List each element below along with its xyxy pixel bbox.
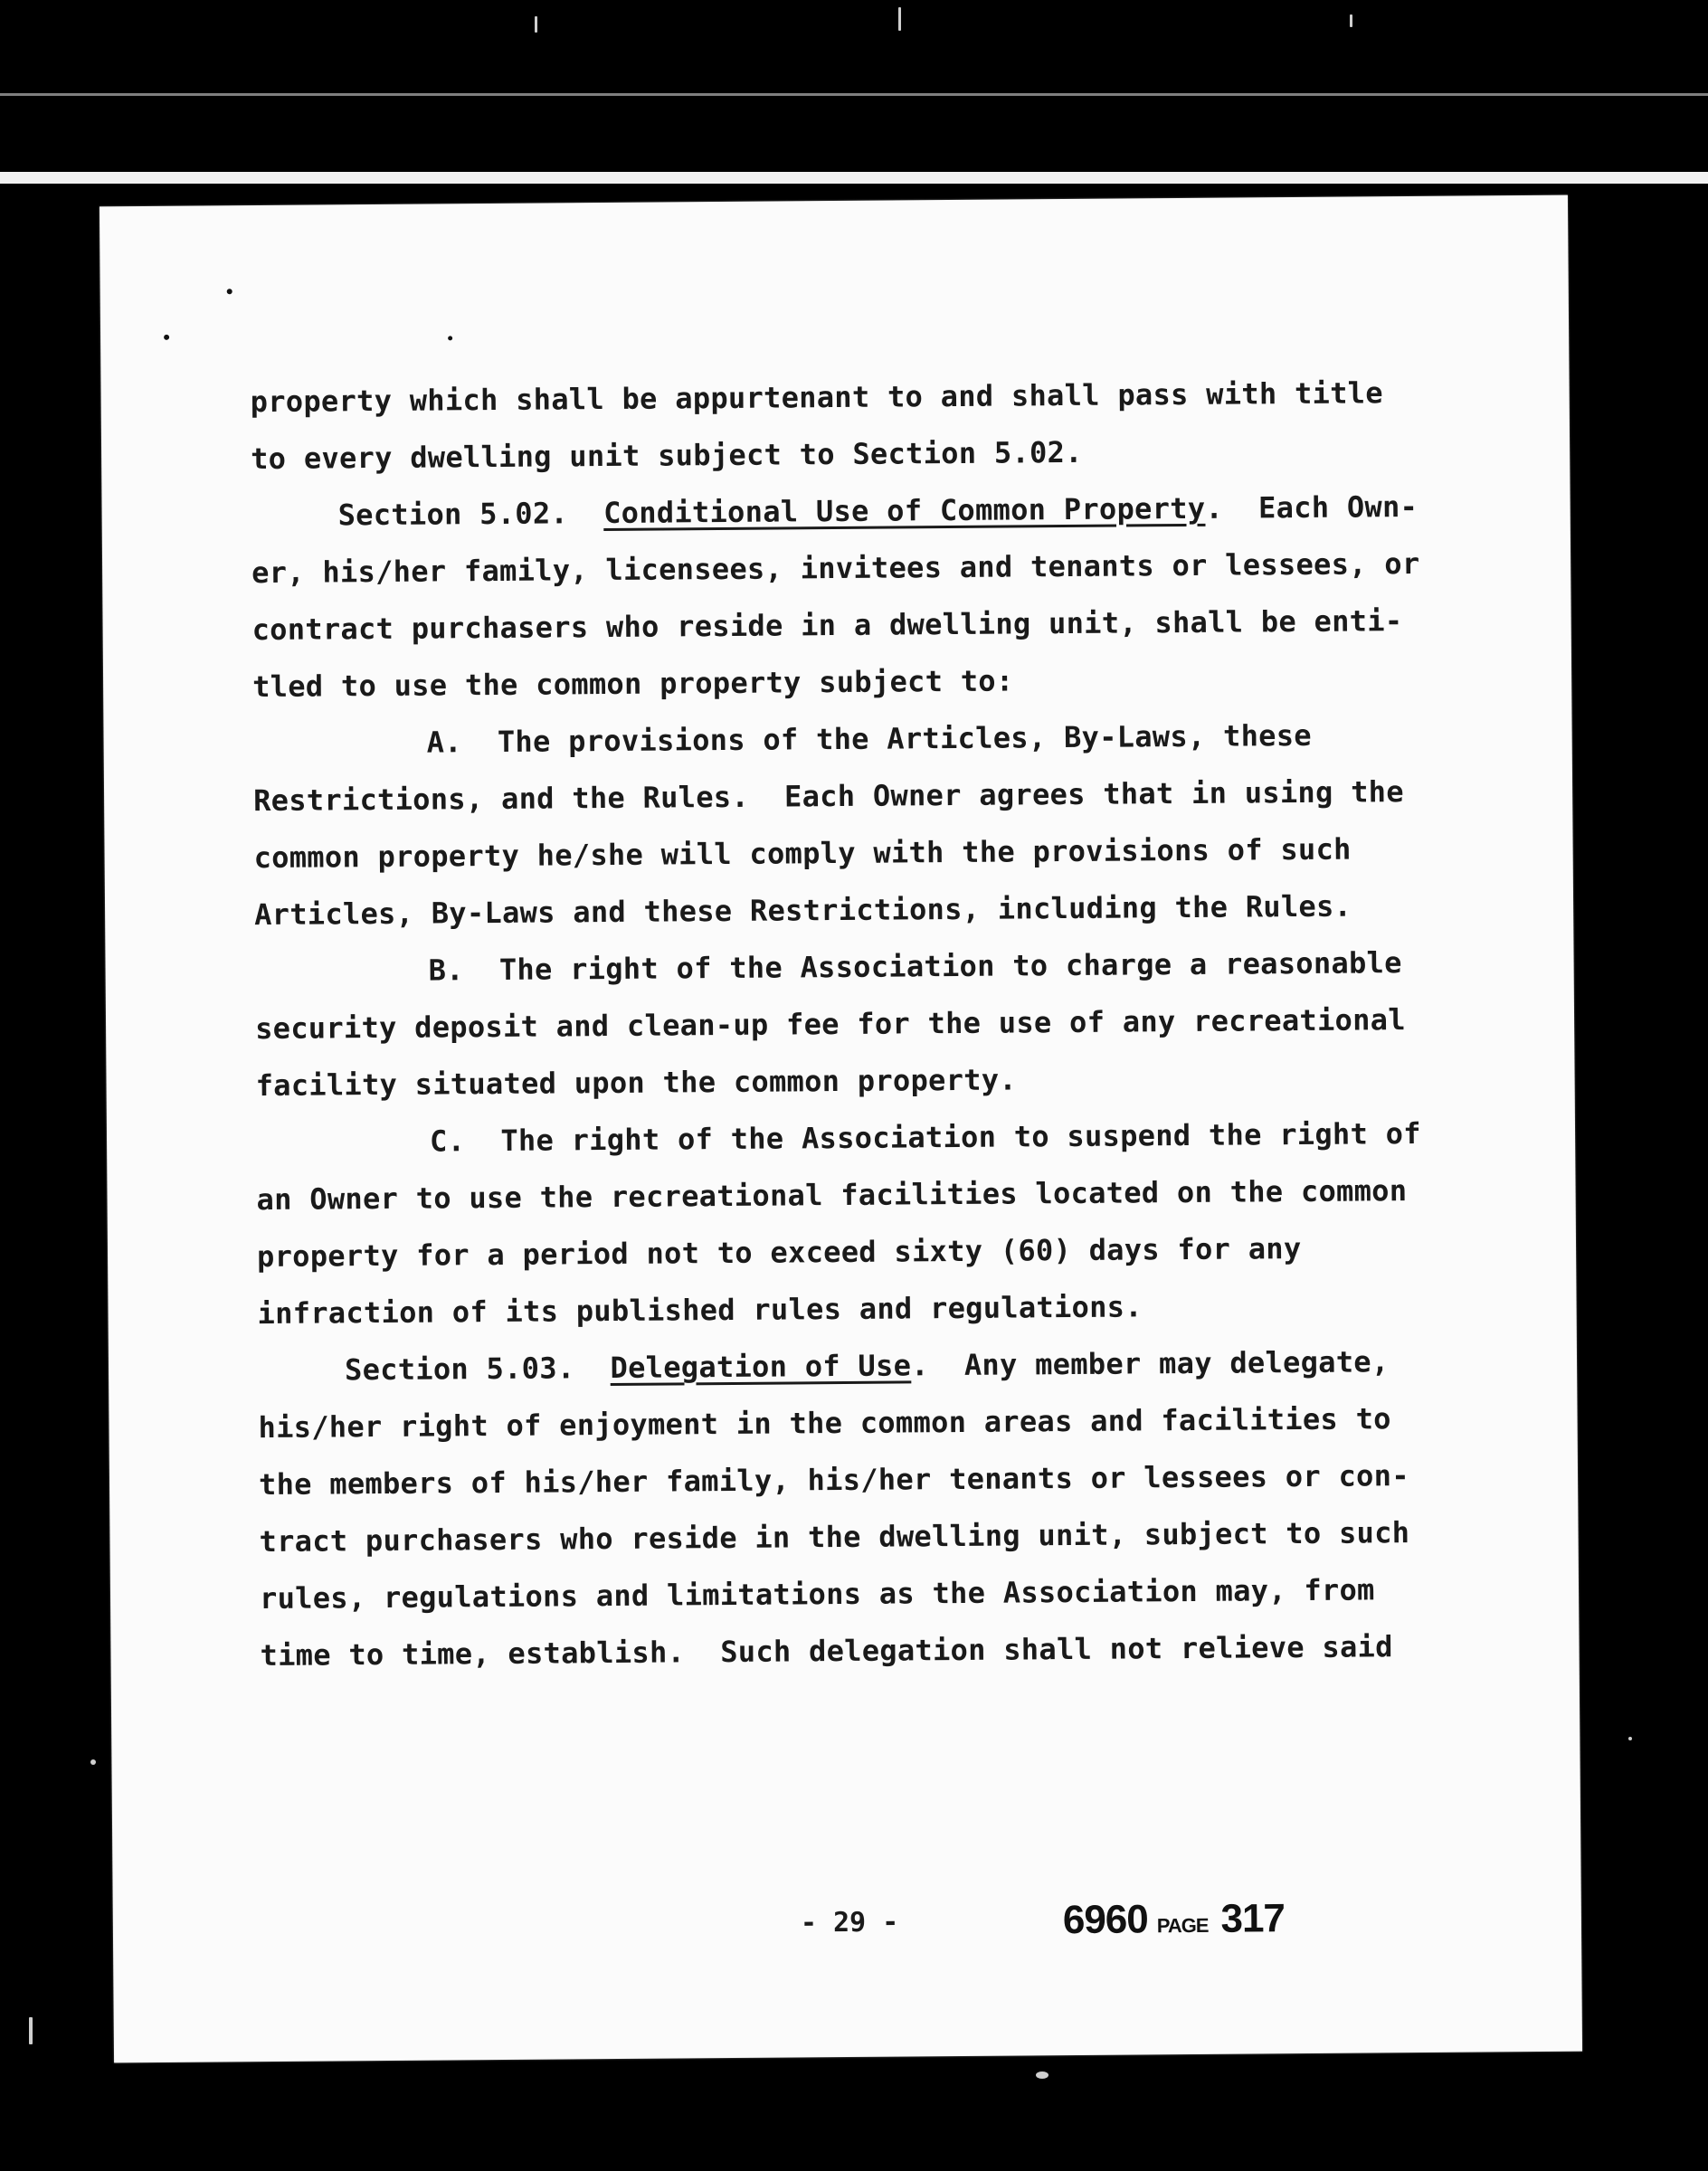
text-line: time to time, establish. Such delegation shall not relieve said xyxy=(260,1629,1393,1673)
scan-stripe xyxy=(0,172,1708,184)
paragraph-intro xyxy=(250,364,1535,488)
text-line: The right of the Association to charge a reasonable xyxy=(498,945,1402,987)
text-line: tract purchasers who reside in the dwelling unit, subject to such xyxy=(259,1515,1410,1560)
scan-dot xyxy=(227,289,232,294)
text-line: rules, regulations and limitations as the Association may, from xyxy=(259,1572,1375,1616)
book-page-stamp xyxy=(1063,1896,1285,1943)
scan-speck xyxy=(1350,14,1352,27)
page-word: PAGE xyxy=(1156,1913,1209,1938)
section-5-03 xyxy=(258,1332,1545,1684)
text-line: his/her right of enjoyment in the common areas and facilities to xyxy=(258,1401,1391,1446)
scan-speck xyxy=(90,1759,96,1765)
document-page xyxy=(100,195,1582,2063)
scan-speck xyxy=(1036,2071,1049,2079)
text-line: security deposit and clean-up fee for the use of any recreational xyxy=(254,1002,1406,1047)
item-label: B. xyxy=(428,953,464,988)
text-line: an Owner to use the recreational facilities located on the common xyxy=(256,1173,1408,1218)
scan-speck xyxy=(29,2017,33,2044)
book-page-number: 317 xyxy=(1220,1896,1286,1941)
text-line: Any member may delegate, xyxy=(963,1344,1390,1382)
text-line: contract purchasers who reside in a dwelling unit, shall be enti- xyxy=(251,603,1403,648)
text-line: facility situated upon the common property. xyxy=(255,1062,1018,1104)
text-line: Articles, By-Laws and these Restrictions, including the Rules. xyxy=(253,888,1352,933)
scan-speck xyxy=(898,7,901,31)
scan-dot xyxy=(448,336,452,340)
text-line: property which shall be appurtenant to and shall pass with title xyxy=(250,375,1383,420)
text-line: the members of his/her family, his/her tenants or lessees or con- xyxy=(258,1458,1409,1503)
section-number: Section 5.03. xyxy=(344,1351,575,1388)
section-heading: Conditional Use of Common Property xyxy=(603,490,1206,531)
section-heading-line: Section 5.03. Delegation of Use. Any member may delegate, xyxy=(344,1344,1390,1388)
item-a xyxy=(252,706,1539,943)
text-line: The right of the Association to suspend the right of xyxy=(500,1115,1421,1158)
text-line: property for a period not to exceed sixty (60) days for any xyxy=(256,1231,1302,1275)
scan-speck xyxy=(1628,1737,1632,1740)
text-line: common property he/she will comply with the provisions of such xyxy=(253,831,1352,876)
text-line: tled to use the common property subject to: xyxy=(251,663,1014,705)
text-line: to every dwelling unit subject to Section 5.02. xyxy=(251,434,1083,477)
book-number: 6960 xyxy=(1062,1897,1148,1943)
item-label: C. xyxy=(429,1123,466,1159)
page-number: - 29 - xyxy=(800,1906,899,1939)
section-heading: Delegation of Use xyxy=(610,1348,912,1386)
page-footer xyxy=(113,1894,1581,1960)
scan-dot xyxy=(164,335,169,340)
scan-speck xyxy=(535,16,537,33)
text-line: Restrictions, and the Rules. Each Owner agrees that in using the xyxy=(252,774,1405,819)
item-first-line xyxy=(254,934,1539,1000)
text-line: The provisions of the Articles, By-Laws, these xyxy=(497,717,1313,759)
text-line: infraction of its published rules and regulations. xyxy=(257,1289,1143,1332)
section-heading-line: Section 5.02. Conditional Use of Common Property. Each Own- xyxy=(337,488,1419,533)
item-c xyxy=(256,1104,1542,1342)
item-b xyxy=(254,934,1540,1114)
section-number: Section 5.02. xyxy=(337,496,569,533)
text-line: Each Own- xyxy=(1257,488,1419,526)
scan-stripe-top xyxy=(0,93,1708,96)
item-first-line xyxy=(256,1104,1541,1171)
item-first-line xyxy=(252,706,1537,773)
text-line: er, his/her family, licensees, invitees and tenants or lessees, or xyxy=(251,545,1420,591)
section-5-02 xyxy=(251,478,1537,716)
document-body xyxy=(250,364,1544,1684)
item-label: A. xyxy=(426,725,462,760)
